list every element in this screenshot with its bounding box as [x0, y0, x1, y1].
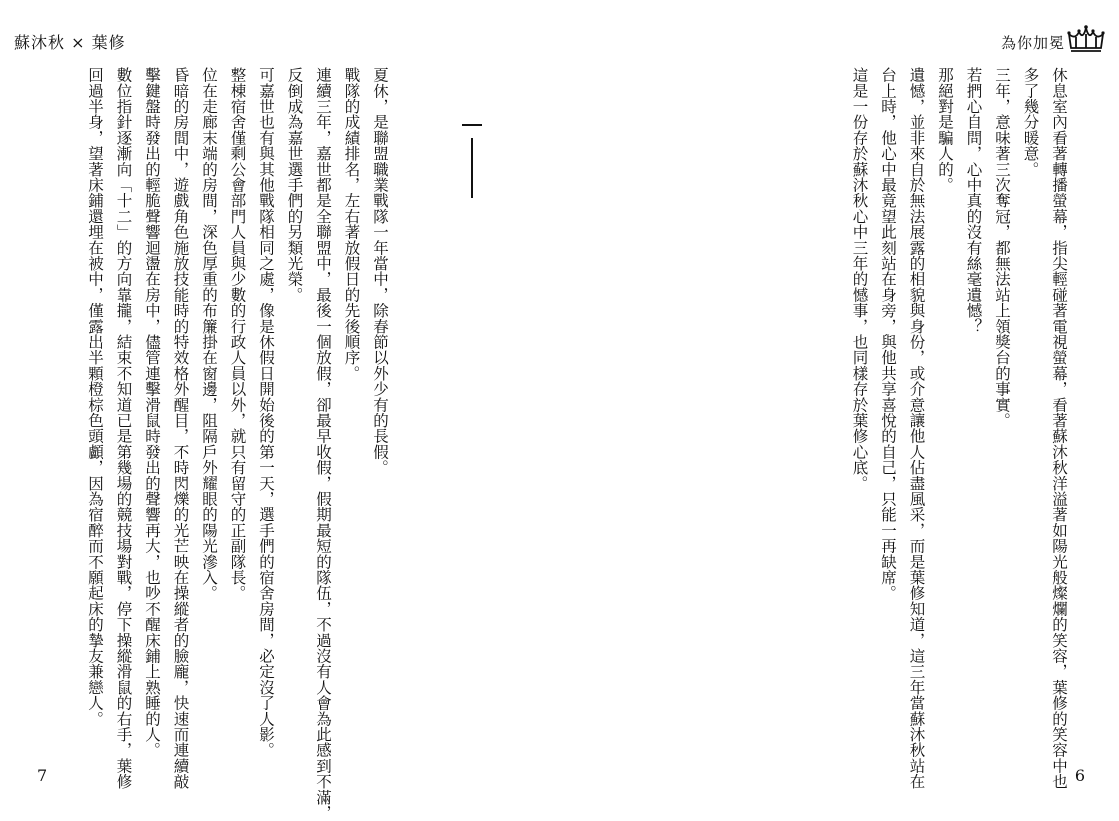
body-column: 數位指針逐漸向「十二」的方向靠攏，結束不知道已是第幾場的競技場對戰，停下操縱滑鼠的右手，葉修	[114, 67, 133, 790]
body-column: 戰隊的成績排名，左右著放假日的先後順序。	[342, 67, 361, 381]
body-column: 那絕對是騙人的。	[936, 67, 954, 193]
body-column: 整棟宿舍僅剩公會部門人員與少數的行政人員以外，就只有留守的正副隊長。	[228, 67, 247, 601]
body-column: 反倒成為嘉世選手們的另類光榮。	[285, 67, 304, 303]
crown-icon	[1067, 24, 1105, 54]
left-page-body	[81, 67, 395, 821]
body-column: 若捫心自問，心中真的沒有絲毫遺憾？	[964, 67, 983, 334]
body-column: 可嘉世也有與其他戰隊相同之處，像是休假日開始後的第一天，選手們的宿舍房間，必定沒了人影。	[257, 67, 275, 758]
running-header-left: 蘇沐秋 × 葉修	[14, 33, 126, 52]
body-column: 昏暗的房間中，遊戲角色施放技能時的特效格外醒目，不時閃爍的光芒映在操縱者的臉龐，快速而連續敲	[171, 67, 190, 790]
body-column: 夏休，是聯盟職業戰隊一年當中，除春節以外少有的長假。	[371, 67, 389, 476]
body-column: 這是一份存於蘇沐秋心中三年的憾事，也同樣存於葉修心底。	[850, 67, 869, 491]
page-number-right: 6	[1074, 766, 1085, 785]
body-column: 遺憾，並非來自於無法展露的相貌與身份，或介意讓他人佔盡風采，而是葉修知道，這三年當蘇沐秋站在	[907, 67, 926, 790]
body-column: 三年，意味著三次奪冠，都無法站上領獎台的事實。	[993, 67, 1011, 429]
right-page	[560, 0, 1119, 794]
body-column: 擊鍵盤時發出的輕脆聲響迴盪在房中，儘管連擊滑鼠時發出的聲響再大，也吵不醒床鋪上熟睡的人。	[143, 67, 161, 758]
chapter-number-mark	[460, 118, 484, 188]
running-header-right: 為你加冕	[1000, 34, 1065, 52]
body-column: 回過半身，望著床鋪還埋在被中，僅露出半顆橙棕色頭顱，因為宿醉而不願起床的摯友兼戀人。	[86, 67, 104, 727]
left-page	[0, 0, 559, 821]
chapter-mark-dash	[471, 138, 473, 198]
right-page-body	[845, 67, 1073, 789]
body-column: 連續三年，嘉世都是全聯盟中，最後一個放假，卻最早收假，假期最短的隊伍，不過沒有人會為此感到不滿，	[314, 67, 332, 821]
body-column: 台上時，他心中最竟望此刻站在身旁，與他共享喜悅的自己，只能一再缺席。	[879, 67, 897, 601]
body-column: 休息室內看著轉播螢幕，指尖輕碰著電視螢幕，看著蘇沐秋洋溢著如陽光般燦爛的笑容，葉修的笑容中也	[1050, 67, 1068, 790]
body-column: 位在走廊末端的房間，深色厚重的布簾掛在窗邊，阻隔戶外耀眼的陽光滲入。	[200, 67, 218, 601]
body-column: 多了幾分暖意。	[1021, 67, 1040, 177]
chapter-mark-horizontal	[462, 124, 482, 126]
page-number-left: 7	[37, 766, 48, 785]
